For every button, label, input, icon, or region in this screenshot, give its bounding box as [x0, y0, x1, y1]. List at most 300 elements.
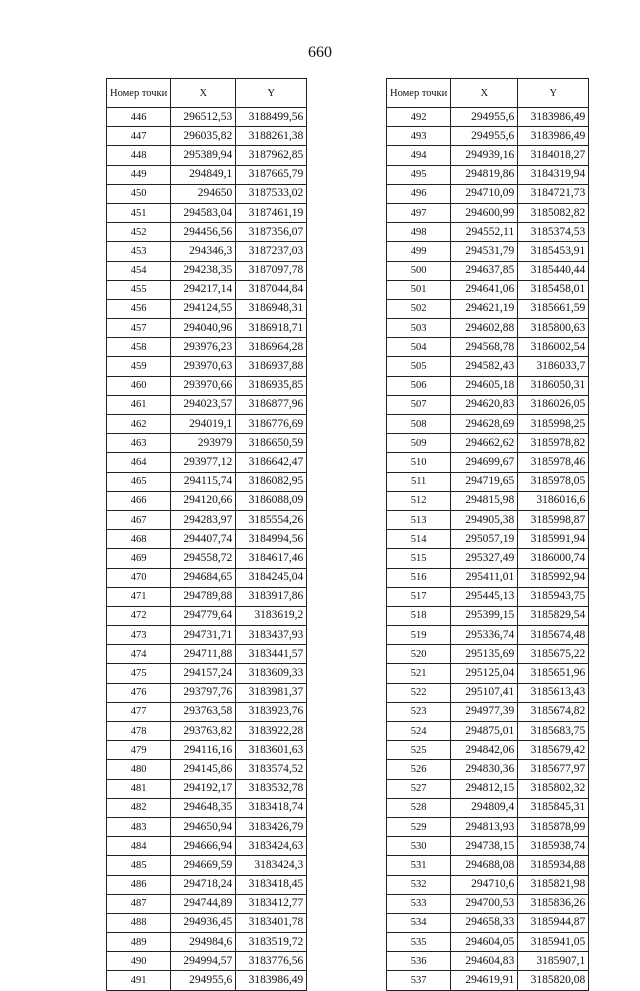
point-number-cell: 488	[107, 913, 171, 932]
table-row	[387, 280, 589, 299]
point-number-cell: 452	[107, 223, 171, 242]
y-coordinate-cell: 3184994,56	[236, 530, 307, 549]
x-coordinate-cell: 294120,66	[171, 491, 236, 510]
y-coordinate-cell: 3185458,01	[518, 280, 589, 299]
y-coordinate-cell: 3184245,04	[236, 568, 307, 587]
x-coordinate-cell: 294192,17	[171, 779, 236, 798]
table-row	[107, 741, 307, 760]
y-coordinate-cell: 3188499,56	[236, 108, 307, 127]
x-coordinate-cell: 295327,49	[451, 549, 518, 568]
y-coordinate-cell: 3185453,91	[518, 242, 589, 261]
point-number-cell: 532	[387, 875, 451, 894]
x-coordinate-cell: 295411,01	[451, 568, 518, 587]
x-coordinate-cell: 294531,79	[451, 242, 518, 261]
x-coordinate-cell: 294217,14	[171, 280, 236, 299]
y-coordinate-cell: 3185679,42	[518, 741, 589, 760]
y-coordinate-cell: 3185829,54	[518, 606, 589, 625]
x-coordinate-cell: 294731,71	[171, 626, 236, 645]
point-number-cell: 502	[387, 299, 451, 318]
y-coordinate-cell: 3187044,84	[236, 280, 307, 299]
y-coordinate-cell: 3184721,73	[518, 184, 589, 203]
table-row	[387, 933, 589, 952]
table-row	[107, 165, 307, 184]
x-coordinate-cell: 294955,6	[451, 127, 518, 146]
table-row	[107, 952, 307, 971]
table-row	[387, 319, 589, 338]
point-number-cell: 448	[107, 146, 171, 165]
y-coordinate-cell: 3184018,27	[518, 146, 589, 165]
table-row	[387, 146, 589, 165]
point-number-cell: 449	[107, 165, 171, 184]
table-row	[387, 472, 589, 491]
coordinates-table-left	[106, 78, 307, 991]
point-number-cell: 529	[387, 817, 451, 836]
y-coordinate-cell: 3185683,75	[518, 722, 589, 741]
x-coordinate-cell: 294809,4	[451, 798, 518, 817]
point-number-cell: 527	[387, 779, 451, 798]
y-coordinate-cell: 3185845,31	[518, 798, 589, 817]
table-row	[107, 875, 307, 894]
table-header-row	[107, 79, 307, 108]
y-coordinate-cell: 3186918,71	[236, 319, 307, 338]
y-coordinate-cell: 3187665,79	[236, 165, 307, 184]
table-row	[107, 415, 307, 434]
y-coordinate-cell: 3187533,02	[236, 184, 307, 203]
point-number-cell: 524	[387, 722, 451, 741]
point-number-cell: 501	[387, 280, 451, 299]
point-number-cell: 496	[387, 184, 451, 203]
table-row	[387, 530, 589, 549]
x-coordinate-cell: 295389,94	[171, 146, 236, 165]
y-coordinate-cell: 3185082,82	[518, 203, 589, 222]
table-row	[107, 319, 307, 338]
point-number-cell: 451	[107, 203, 171, 222]
table-row	[387, 127, 589, 146]
point-number-cell: 459	[107, 357, 171, 376]
table-row	[387, 453, 589, 472]
header-y: Y	[236, 79, 307, 108]
x-coordinate-cell: 294710,6	[451, 875, 518, 894]
table-row	[387, 491, 589, 510]
x-coordinate-cell: 294602,88	[451, 319, 518, 338]
x-coordinate-cell: 293970,66	[171, 376, 236, 395]
x-coordinate-cell: 294936,45	[171, 913, 236, 932]
y-coordinate-cell: 3183986,49	[236, 971, 307, 990]
y-coordinate-cell: 3183418,74	[236, 798, 307, 817]
table-row	[387, 837, 589, 856]
table-row	[107, 971, 307, 990]
table-row	[387, 817, 589, 836]
table-row	[387, 779, 589, 798]
point-number-cell: 460	[107, 376, 171, 395]
point-number-cell: 513	[387, 510, 451, 529]
x-coordinate-cell: 294984,6	[171, 933, 236, 952]
y-coordinate-cell: 3185998,87	[518, 510, 589, 529]
y-coordinate-cell: 3187962,85	[236, 146, 307, 165]
table-row	[387, 664, 589, 683]
point-number-cell: 478	[107, 722, 171, 741]
point-number-cell: 520	[387, 645, 451, 664]
table-row	[387, 415, 589, 434]
table-row	[107, 280, 307, 299]
y-coordinate-cell: 3186050,31	[518, 376, 589, 395]
y-coordinate-cell: 3183922,28	[236, 722, 307, 741]
x-coordinate-cell: 294115,74	[171, 472, 236, 491]
table-row	[107, 242, 307, 261]
point-number-cell: 467	[107, 510, 171, 529]
y-coordinate-cell: 3185934,88	[518, 856, 589, 875]
x-coordinate-cell: 295399,15	[451, 606, 518, 625]
table-row	[107, 913, 307, 932]
point-number-cell: 517	[387, 587, 451, 606]
point-number-cell: 533	[387, 894, 451, 913]
y-coordinate-cell: 3185613,43	[518, 683, 589, 702]
y-coordinate-cell: 3185992,94	[518, 568, 589, 587]
table-row	[387, 549, 589, 568]
point-number-cell: 468	[107, 530, 171, 549]
table-row	[107, 376, 307, 395]
x-coordinate-cell: 294738,15	[451, 837, 518, 856]
x-coordinate-cell: 294710,09	[451, 184, 518, 203]
point-number-cell: 495	[387, 165, 451, 184]
x-coordinate-cell: 294688,08	[451, 856, 518, 875]
table-row	[387, 875, 589, 894]
y-coordinate-cell: 3186964,28	[236, 338, 307, 357]
table-row	[107, 549, 307, 568]
y-coordinate-cell: 3185836,26	[518, 894, 589, 913]
table-row	[387, 242, 589, 261]
table-row	[387, 568, 589, 587]
point-number-cell: 531	[387, 856, 451, 875]
point-number-cell: 454	[107, 261, 171, 280]
table-row	[387, 606, 589, 625]
y-coordinate-cell: 3186000,74	[518, 549, 589, 568]
x-coordinate-cell: 294650	[171, 184, 236, 203]
point-number-cell: 505	[387, 357, 451, 376]
x-coordinate-cell: 294023,57	[171, 395, 236, 414]
x-coordinate-cell: 294815,98	[451, 491, 518, 510]
y-coordinate-cell: 3186002,54	[518, 338, 589, 357]
table-row	[387, 798, 589, 817]
point-number-cell: 466	[107, 491, 171, 510]
point-number-cell: 534	[387, 913, 451, 932]
y-coordinate-cell: 3185943,75	[518, 587, 589, 606]
table-row	[107, 894, 307, 913]
x-coordinate-cell: 294605,18	[451, 376, 518, 395]
y-coordinate-cell: 3183619,2	[236, 606, 307, 625]
point-number-cell: 472	[107, 606, 171, 625]
table-row	[107, 760, 307, 779]
table-row	[107, 837, 307, 856]
point-number-cell: 503	[387, 319, 451, 338]
coordinates-table-right	[386, 78, 589, 991]
x-coordinate-cell: 294658,33	[451, 913, 518, 932]
x-coordinate-cell: 293763,82	[171, 722, 236, 741]
x-coordinate-cell: 294621,19	[451, 299, 518, 318]
point-number-cell: 483	[107, 817, 171, 836]
y-coordinate-cell: 3185674,82	[518, 702, 589, 721]
table-row	[387, 760, 589, 779]
x-coordinate-cell: 294619,91	[451, 971, 518, 990]
y-coordinate-cell: 3183519,72	[236, 933, 307, 952]
header-x: X	[451, 79, 518, 108]
point-number-cell: 512	[387, 491, 451, 510]
y-coordinate-cell: 3185941,05	[518, 933, 589, 952]
point-number-cell: 515	[387, 549, 451, 568]
y-coordinate-cell: 3187237,03	[236, 242, 307, 261]
table-row	[107, 395, 307, 414]
point-number-cell: 474	[107, 645, 171, 664]
table-row	[107, 587, 307, 606]
point-number-cell: 477	[107, 702, 171, 721]
point-number-cell: 521	[387, 664, 451, 683]
point-number-cell: 506	[387, 376, 451, 395]
point-number-cell: 514	[387, 530, 451, 549]
point-number-cell: 490	[107, 952, 171, 971]
point-number-cell: 471	[107, 587, 171, 606]
x-coordinate-cell: 294604,05	[451, 933, 518, 952]
point-number-cell: 525	[387, 741, 451, 760]
point-number-cell: 464	[107, 453, 171, 472]
y-coordinate-cell: 3183981,37	[236, 683, 307, 702]
table-row	[107, 434, 307, 453]
y-coordinate-cell: 3183424,63	[236, 837, 307, 856]
x-coordinate-cell: 294905,38	[451, 510, 518, 529]
table-row	[107, 510, 307, 529]
point-number-cell: 447	[107, 127, 171, 146]
x-coordinate-cell: 293977,12	[171, 453, 236, 472]
y-coordinate-cell: 3183418,45	[236, 875, 307, 894]
x-coordinate-cell: 294346,3	[171, 242, 236, 261]
point-number-cell: 523	[387, 702, 451, 721]
y-coordinate-cell: 3187097,78	[236, 261, 307, 280]
point-number-cell: 510	[387, 453, 451, 472]
y-coordinate-cell: 3185674,48	[518, 626, 589, 645]
x-coordinate-cell: 295445,13	[451, 587, 518, 606]
point-number-cell: 507	[387, 395, 451, 414]
x-coordinate-cell: 294813,93	[451, 817, 518, 836]
table-row	[107, 184, 307, 203]
x-coordinate-cell: 293797,76	[171, 683, 236, 702]
table-row	[387, 856, 589, 875]
x-coordinate-cell: 294157,24	[171, 664, 236, 683]
x-coordinate-cell: 294283,97	[171, 510, 236, 529]
table-row	[107, 223, 307, 242]
y-coordinate-cell: 3183441,57	[236, 645, 307, 664]
point-number-cell: 475	[107, 664, 171, 683]
x-coordinate-cell: 294719,65	[451, 472, 518, 491]
x-coordinate-cell: 294718,24	[171, 875, 236, 894]
table-row	[387, 626, 589, 645]
y-coordinate-cell: 3188261,38	[236, 127, 307, 146]
table-row	[387, 587, 589, 606]
table-row	[107, 530, 307, 549]
x-coordinate-cell: 294040,96	[171, 319, 236, 338]
point-number-cell: 522	[387, 683, 451, 702]
point-number-cell: 463	[107, 434, 171, 453]
x-coordinate-cell: 294812,15	[451, 779, 518, 798]
x-coordinate-cell: 294744,89	[171, 894, 236, 913]
x-coordinate-cell: 294669,59	[171, 856, 236, 875]
point-number-cell: 526	[387, 760, 451, 779]
point-number-cell: 518	[387, 606, 451, 625]
header-point-number: Номер точки	[107, 79, 171, 108]
y-coordinate-cell: 3183424,3	[236, 856, 307, 875]
point-number-cell: 473	[107, 626, 171, 645]
point-number-cell: 500	[387, 261, 451, 280]
x-coordinate-cell: 294019,1	[171, 415, 236, 434]
table-header-row	[387, 79, 589, 108]
x-coordinate-cell: 294637,85	[451, 261, 518, 280]
table-row	[387, 702, 589, 721]
table-row	[107, 108, 307, 127]
y-coordinate-cell: 3185978,05	[518, 472, 589, 491]
table-row	[387, 357, 589, 376]
y-coordinate-cell: 3184319,94	[518, 165, 589, 184]
x-coordinate-cell: 294939,16	[451, 146, 518, 165]
y-coordinate-cell: 3183917,86	[236, 587, 307, 606]
table-row	[107, 453, 307, 472]
table-row	[107, 856, 307, 875]
point-number-cell: 509	[387, 434, 451, 453]
table-row	[387, 741, 589, 760]
x-coordinate-cell: 293976,23	[171, 338, 236, 357]
point-number-cell: 516	[387, 568, 451, 587]
table-row	[107, 779, 307, 798]
y-coordinate-cell: 3185878,99	[518, 817, 589, 836]
table-row	[107, 702, 307, 721]
x-coordinate-cell: 294650,94	[171, 817, 236, 836]
point-number-cell: 508	[387, 415, 451, 434]
table-row	[387, 913, 589, 932]
y-coordinate-cell: 3185651,96	[518, 664, 589, 683]
point-number-cell: 497	[387, 203, 451, 222]
table-body-right	[387, 108, 589, 991]
y-coordinate-cell: 3185978,46	[518, 453, 589, 472]
table-body-left	[107, 108, 307, 991]
y-coordinate-cell: 3183601,63	[236, 741, 307, 760]
y-coordinate-cell: 3185820,08	[518, 971, 589, 990]
x-coordinate-cell: 294552,11	[451, 223, 518, 242]
point-number-cell: 491	[107, 971, 171, 990]
x-coordinate-cell: 294955,6	[171, 971, 236, 990]
point-number-cell: 492	[387, 108, 451, 127]
y-coordinate-cell: 3186937,88	[236, 357, 307, 376]
x-coordinate-cell: 296035,82	[171, 127, 236, 146]
point-number-cell: 536	[387, 952, 451, 971]
point-number-cell: 528	[387, 798, 451, 817]
table-row	[387, 395, 589, 414]
table-row	[387, 952, 589, 971]
y-coordinate-cell: 3187356,07	[236, 223, 307, 242]
table-row	[107, 626, 307, 645]
point-number-cell: 484	[107, 837, 171, 856]
point-number-cell: 511	[387, 472, 451, 491]
table-row	[107, 261, 307, 280]
x-coordinate-cell: 294641,06	[451, 280, 518, 299]
table-row	[387, 376, 589, 395]
y-coordinate-cell: 3186026,05	[518, 395, 589, 414]
y-coordinate-cell: 3183986,49	[518, 108, 589, 127]
y-coordinate-cell: 3183923,76	[236, 702, 307, 721]
point-number-cell: 485	[107, 856, 171, 875]
x-coordinate-cell: 294977,39	[451, 702, 518, 721]
y-coordinate-cell: 3183401,78	[236, 913, 307, 932]
x-coordinate-cell: 294955,6	[451, 108, 518, 127]
table-row	[387, 645, 589, 664]
point-number-cell: 453	[107, 242, 171, 261]
table-row	[107, 798, 307, 817]
table-row	[387, 722, 589, 741]
x-coordinate-cell: 294124,55	[171, 299, 236, 318]
point-number-cell: 535	[387, 933, 451, 952]
table-row	[107, 568, 307, 587]
x-coordinate-cell: 294711,88	[171, 645, 236, 664]
y-coordinate-cell: 3185374,53	[518, 223, 589, 242]
y-coordinate-cell: 3185998,25	[518, 415, 589, 434]
y-coordinate-cell: 3185802,32	[518, 779, 589, 798]
y-coordinate-cell: 3185800,63	[518, 319, 589, 338]
point-number-cell: 519	[387, 626, 451, 645]
y-coordinate-cell: 3186082,95	[236, 472, 307, 491]
point-number-cell: 470	[107, 568, 171, 587]
point-number-cell: 458	[107, 338, 171, 357]
x-coordinate-cell: 294666,94	[171, 837, 236, 856]
point-number-cell: 494	[387, 146, 451, 165]
y-coordinate-cell: 3185821,98	[518, 875, 589, 894]
x-coordinate-cell: 294819,86	[451, 165, 518, 184]
y-coordinate-cell: 3186642,47	[236, 453, 307, 472]
point-number-cell: 498	[387, 223, 451, 242]
point-number-cell: 450	[107, 184, 171, 203]
table-row	[387, 108, 589, 127]
x-coordinate-cell: 293979	[171, 434, 236, 453]
x-coordinate-cell: 294662,62	[451, 434, 518, 453]
table-row	[387, 434, 589, 453]
point-number-cell: 489	[107, 933, 171, 952]
x-coordinate-cell: 294779,64	[171, 606, 236, 625]
page-number: 660	[308, 44, 332, 61]
y-coordinate-cell: 3186948,31	[236, 299, 307, 318]
x-coordinate-cell: 294700,53	[451, 894, 518, 913]
x-coordinate-cell: 294620,83	[451, 395, 518, 414]
y-coordinate-cell: 3185440,44	[518, 261, 589, 280]
y-coordinate-cell: 3183412,77	[236, 894, 307, 913]
point-number-cell: 537	[387, 971, 451, 990]
y-coordinate-cell: 3185978,82	[518, 434, 589, 453]
table-row	[387, 203, 589, 222]
y-coordinate-cell: 3185944,87	[518, 913, 589, 932]
x-coordinate-cell: 294583,04	[171, 203, 236, 222]
y-coordinate-cell: 3183437,93	[236, 626, 307, 645]
x-coordinate-cell: 295125,04	[451, 664, 518, 683]
x-coordinate-cell: 294789,88	[171, 587, 236, 606]
x-coordinate-cell: 294842,06	[451, 741, 518, 760]
x-coordinate-cell: 294407,74	[171, 530, 236, 549]
x-coordinate-cell: 295107,41	[451, 683, 518, 702]
table-row	[107, 472, 307, 491]
point-number-cell: 530	[387, 837, 451, 856]
x-coordinate-cell: 294116,16	[171, 741, 236, 760]
table-row	[387, 184, 589, 203]
y-coordinate-cell: 3183776,56	[236, 952, 307, 971]
x-coordinate-cell: 295336,74	[451, 626, 518, 645]
x-coordinate-cell: 294238,35	[171, 261, 236, 280]
x-coordinate-cell: 294849,1	[171, 165, 236, 184]
y-coordinate-cell: 3187461,19	[236, 203, 307, 222]
table-row	[387, 165, 589, 184]
point-number-cell: 457	[107, 319, 171, 338]
